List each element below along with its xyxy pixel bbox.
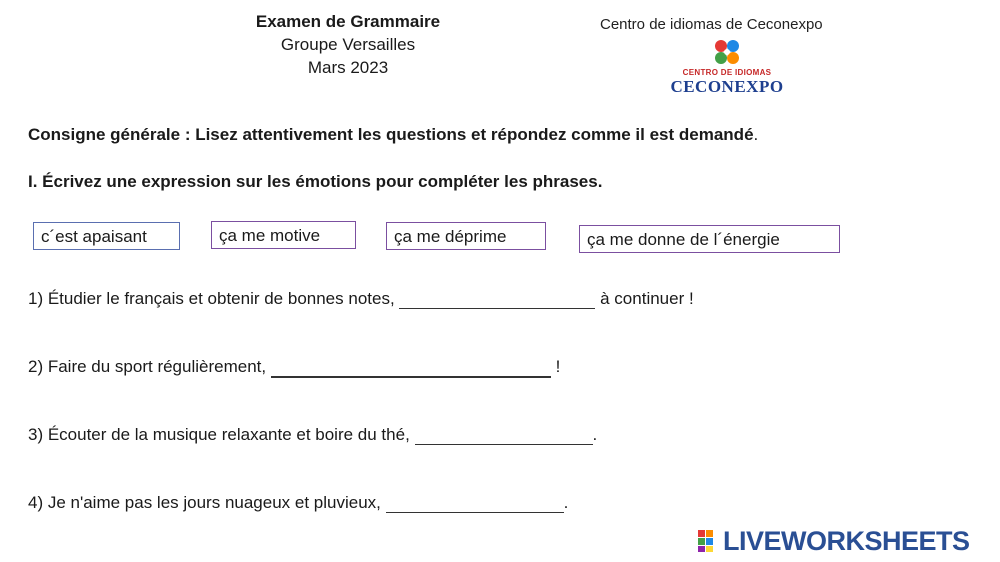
exam-title: Examen de Grammaire (255, 12, 441, 31)
question-text-end: . (592, 425, 598, 444)
liveworksheets-wordmark: LIVEWORKSHEETS (723, 526, 970, 556)
question-text: 2) Faire du sport régulièrement, (28, 357, 271, 376)
answer-blank-4[interactable] (386, 496, 564, 513)
answer-blank-1[interactable] (399, 292, 595, 309)
exam-date: Mars 2023 (307, 58, 389, 77)
logo-name: CECONEXPO (670, 77, 784, 96)
answer-blank-2[interactable] (271, 360, 551, 378)
word-bank-chip[interactable]: ça me déprime (386, 222, 546, 250)
word-bank-chip[interactable]: ça me motive (211, 221, 356, 249)
question-text: 4) Je n'aime pas les jours nuageux et pluvieux, (28, 493, 386, 512)
question-text: 3) Écouter de la musique relaxante et boire du thé, (28, 425, 415, 444)
institution-name: Centro de idiomas de Ceconexpo (600, 16, 823, 33)
answer-blank-3[interactable] (415, 428, 593, 445)
logo-subtitle: CENTRO DE IDIOMAS (682, 68, 772, 77)
ceconexpo-logo-icon (711, 38, 743, 66)
word-bank-chip[interactable]: ça me donne de l´énergie (579, 225, 840, 253)
general-instruction (28, 125, 758, 145)
exam-group: Groupe Versailles (280, 35, 416, 54)
general-instruction-text: Consigne générale : Lisez attentivement les questions et répondez comme il est demandé (28, 125, 754, 144)
question-text: 1) Étudier le français et obtenir de bonnes notes, (28, 289, 400, 308)
question-3 (28, 424, 597, 446)
question-text-end: . (563, 493, 569, 512)
word-bank-chip[interactable]: c´est apaisant (33, 222, 180, 250)
question-4 (28, 492, 568, 514)
general-instruction-period: . (753, 125, 759, 144)
question-text-end: ! (550, 357, 561, 376)
question-1 (28, 288, 694, 310)
section-title: I. Écrivez une expression sur les émotions pour compléter les phrases. (28, 172, 603, 191)
liveworksheets-logo-icon (697, 529, 723, 553)
question-2 (28, 356, 560, 378)
question-text-end: à continuer ! (595, 289, 694, 308)
